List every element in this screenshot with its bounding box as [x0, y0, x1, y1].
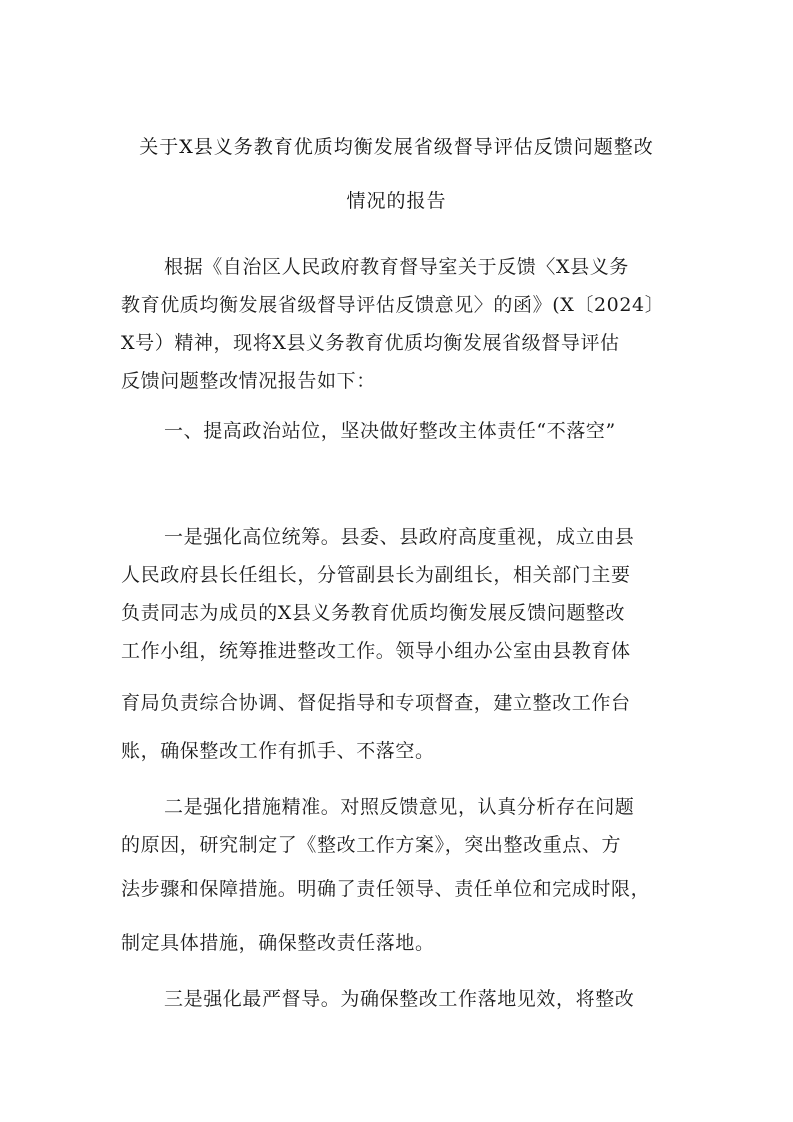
- intro-line: 反馈问题整改情况报告如下：: [121, 370, 376, 392]
- paragraph-line: 负责同志为成员的X县义务教育优质均衡发展反馈问题整改: [121, 602, 626, 624]
- section-heading: 一、提高政治站位，坚决做好整改主体责任“不落空”: [164, 420, 616, 442]
- intro-line: X号）精神，现将X县义务教育优质均衡发展省级督导评估: [121, 332, 620, 354]
- paragraph-line: 二是强化措施精准。对照反馈意见，认真分析存在问题: [164, 796, 635, 818]
- document-title-line-2: 情况的报告: [346, 190, 447, 212]
- paragraph-line: 法步骤和保障措施。明确了责任领导、责任单位和完成时限，: [121, 878, 651, 900]
- document-title-line-1: 关于X县义务教育优质均衡发展省级督导评估反馈问题整改: [139, 136, 654, 158]
- paragraph-line: 制定具体措施，确保整改责任落地。: [121, 932, 435, 954]
- paragraph-line: 三是强化最严督导。为确保整改工作落地见效，将整改: [164, 988, 635, 1010]
- paragraph-line: 账，确保整改工作有抓手、不落空。: [121, 740, 435, 762]
- paragraph-line: 一是强化高位统筹。县委、县政府高度重视，成立由县: [164, 526, 635, 548]
- intro-line: 根据《自治区人民政府教育督导室关于反馈〈X县义务: [164, 256, 629, 278]
- paragraph-line: 人民政府县长任组长，分管副县长为副组长，相关部门主要: [121, 564, 631, 586]
- paragraph-line: 育局负责综合协调、督促指导和专项督查，建立整改工作台: [121, 692, 631, 714]
- paragraph-line: 工作小组，统筹推进整改工作。领导小组办公室由县教育体: [121, 640, 631, 662]
- intro-line: 教育优质均衡发展省级督导评估反馈意见〉的函》(X〔2024〕: [121, 294, 665, 316]
- paragraph-line: 的原因，研究制定了《整改工作方案》，突出整改重点、方: [121, 834, 622, 856]
